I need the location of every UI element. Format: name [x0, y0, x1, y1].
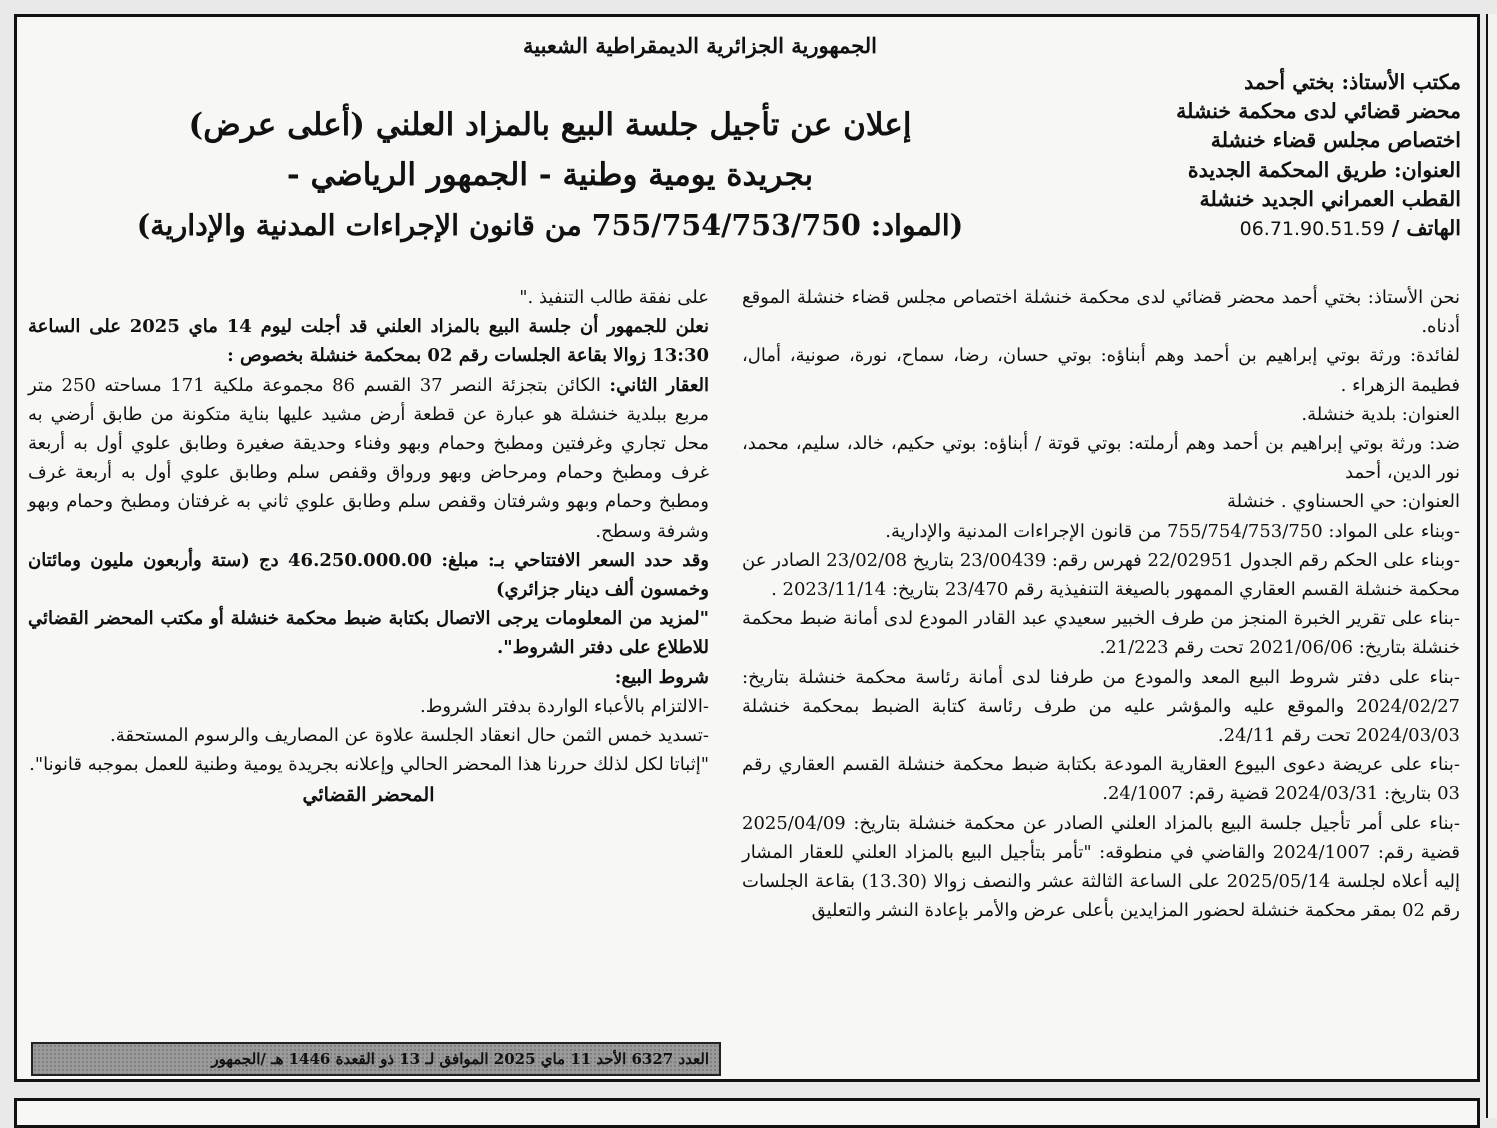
paragraph: "إثباتا لكل لذلك حررنا هذا المحضر الحالي وإعلانه بجريدة يومية وطنية للعمل بموجبه قانونا". — [29, 754, 709, 776]
paragraph: ضد: ورثة بوتي إبراهيم بن أحمد وهم أرملته: بوتي قوتة / أبناؤه: بوتي حكيم، خالد، سليم، محمد، نور الدين، أحمد — [742, 433, 1460, 484]
paragraph: -وبناء على المواد: 755/754/753/750 من قانون الإجراءات المدنية والإدارية. — [885, 520, 1460, 542]
paragraph: -بناء على عريضة دعوى البيوع العقارية المودعة بكتابة ضبط محكمة خنشلة القسم العقاري رقم 03 بتاريخ: 2024/03/31 قضية رقم: 24/1007. — [742, 754, 1460, 805]
bailiff-office-block — [1041, 68, 1461, 244]
property-label: العقار الثاني: — [609, 374, 709, 396]
title-line-1: إعلان عن تأجيل جلسة البيع بالمزاد العلني (أعلى عرض) — [188, 107, 912, 143]
paragraph: -بناء على دفتر شروط البيع المعد والمودع من طرفنا لدى أمانة رئاسة محكمة خنشلة بتاريخ: 2024/02/27 والموقع عليه والمؤشر عليه من طرف رئاسة كتابة الضبط بمحكمة خنشلة 2024/03/03 تحت رقم 24/11. — [742, 666, 1460, 747]
paragraph-info: "لمزيد من المعلومات يرجى الاتصال بكتابة ضبط محكمة خنشلة أو مكتب المحضر القضائي للاطلاع على دفتر الشروط". — [28, 608, 709, 659]
office-line-5: القطب العمراني الجديد خنشلة — [1199, 186, 1461, 211]
right-column — [742, 283, 1460, 925]
paragraph: لفائدة: ورثة بوتي إبراهيم بن أحمد وهم أبناؤه: بوتي حسان، رضا، سماح، نورة، صونية، أمال، فطيمة الزهراء . — [742, 345, 1460, 396]
issue-footer-text: العدد 6327 الأحد 11 ماي 2025 الموافق لـ 13 ذو القعدة 1446 هـ /الجمهور — [211, 1050, 709, 1068]
title-line-3: (المواد: 755/754/753/750 من قانون الإجراءات المدنية والإدارية) — [136, 208, 964, 242]
paragraph: العنوان: بلدية خنشلة. — [1301, 403, 1460, 425]
phone-number: 06.71.90.51.59 — [1239, 218, 1385, 241]
office-line-4: العنوان: طريق المحكمة الجديدة — [1187, 157, 1461, 182]
office-line-3: اختصاص مجلس قضاء خنشلة — [1210, 128, 1461, 153]
sale-conditions-heading: شروط البيع: — [614, 666, 709, 688]
signature-title: المحضر القضائي — [302, 784, 435, 807]
phone-label: الهاتف / — [1391, 216, 1461, 241]
paragraph: العنوان: حي الحسناوي . خنشلة — [1226, 491, 1460, 513]
paragraph: -بناء على أمر تأجيل جلسة البيع بالمزاد العلني الصادر عن محكمة خنشلة بتاريخ: 2025/04/09 قضية رقم: 2024/1007 والقاضي في منطوقه: "تأمر بتأجيل البيع بالمزاد العلني للعقار المشار إليه أعلاه لجلسة 2025/05/14 على الساعة الثالثة عشر والنصف زوالا (13.30) بقاعة الجلسات رقم 02 بمقر محكمة خنشلة لحضور المزايدين بأعلى عرض والأمر بإعادة النشر والتعليق — [742, 812, 1460, 922]
paragraph: -وبناء على الحكم رقم الجدول 22/02951 فهرس رقم: 23/00439 بتاريخ 23/02/08 الصادر عن محكمة خنشلة القسم العقاري الممهور بالصيغة التنفيذية رقم 23/470 بتاريخ: 2023/11/14 . — [742, 549, 1460, 601]
office-phone — [1041, 214, 1461, 244]
office-line-1: مكتب الأستاذ: بختي أحمد — [1244, 70, 1461, 94]
paragraph: على نفقة طالب التنفيذ ." — [519, 287, 709, 308]
property-description: الكائن بتجزئة النصر 37 القسم 86 مجموعة ملكية 171 مساحته 250 متر مربع ببلدية خنشلة هو عبارة عن قطعة أرض مشيد عليها بناية متكونة من طابق أرضي به محل تجاري وغرفتين ومطبخ وحمام وبهو وفناء وحديقة صغيرة وطابق علوي أول به أربعة غرف ومطبخ وحمام ومرحاض وبهو ورواق وقفص سلم وطابق علوي أول به أربعة غرف ومطبخ وحمام وبهو وشرفتان وقفص سلم وطابق علوي ثاني به غرفتان ومطبخ وحمام وبهو وشرفة وسطح. — [28, 374, 709, 542]
adjacent-column-edge — [1486, 14, 1497, 1118]
paragraph-property — [28, 371, 709, 546]
paragraph: -الالتزام بالأعباء الواردة بدفتر الشروط. — [420, 695, 709, 717]
paragraph: -بناء على تقرير الخبرة المنجز من طرف الخبير سعيدي عبد القادر المودع لدى أمانة ضبط محكمة خنشلة بتاريخ: 2021/06/06 تحت رقم 21/223. — [742, 608, 1460, 659]
left-column — [28, 283, 709, 811]
office-line-2: محضر قضائي لدى محكمة خنشلة — [1176, 99, 1461, 124]
title-line-2: بجريدة يومية وطنية - الجمهور الرياضي - — [286, 157, 814, 193]
paragraph: -تسديد خمس الثمن حال انعقاد الجلسة علاوة عن المصاريف والرسوم المستحقة. — [109, 725, 709, 747]
paragraph-opening-price: وقد حدد السعر الافتتاحي بـ: مبلغ: 46.250.000.00 دج (ستة وأربعون مليون ومائتان وخمسون ألف دينار جزائري) — [28, 549, 709, 601]
notice-title — [120, 100, 980, 250]
issue-footer-band — [31, 1042, 721, 1076]
paragraph: نحن الأستاذ: بختي أحمد محضر قضائي لدى محكمة خنشلة اختصاص مجلس قضاء خنشلة الموقع أدناه. — [742, 287, 1460, 338]
next-notice-frame — [14, 1098, 1480, 1128]
paragraph-announcement: نعلن للجمهور أن جلسة البيع بالمزاد العلني قد أجلت ليوم 14 ماي 2025 على الساعة 13:30 زوالا بقاعة الجلسات رقم 02 بمحكمة خنشلة بخصوص : — [28, 316, 710, 367]
republic-header: الجمهورية الجزائرية الديمقراطية الشعبية — [522, 33, 877, 58]
